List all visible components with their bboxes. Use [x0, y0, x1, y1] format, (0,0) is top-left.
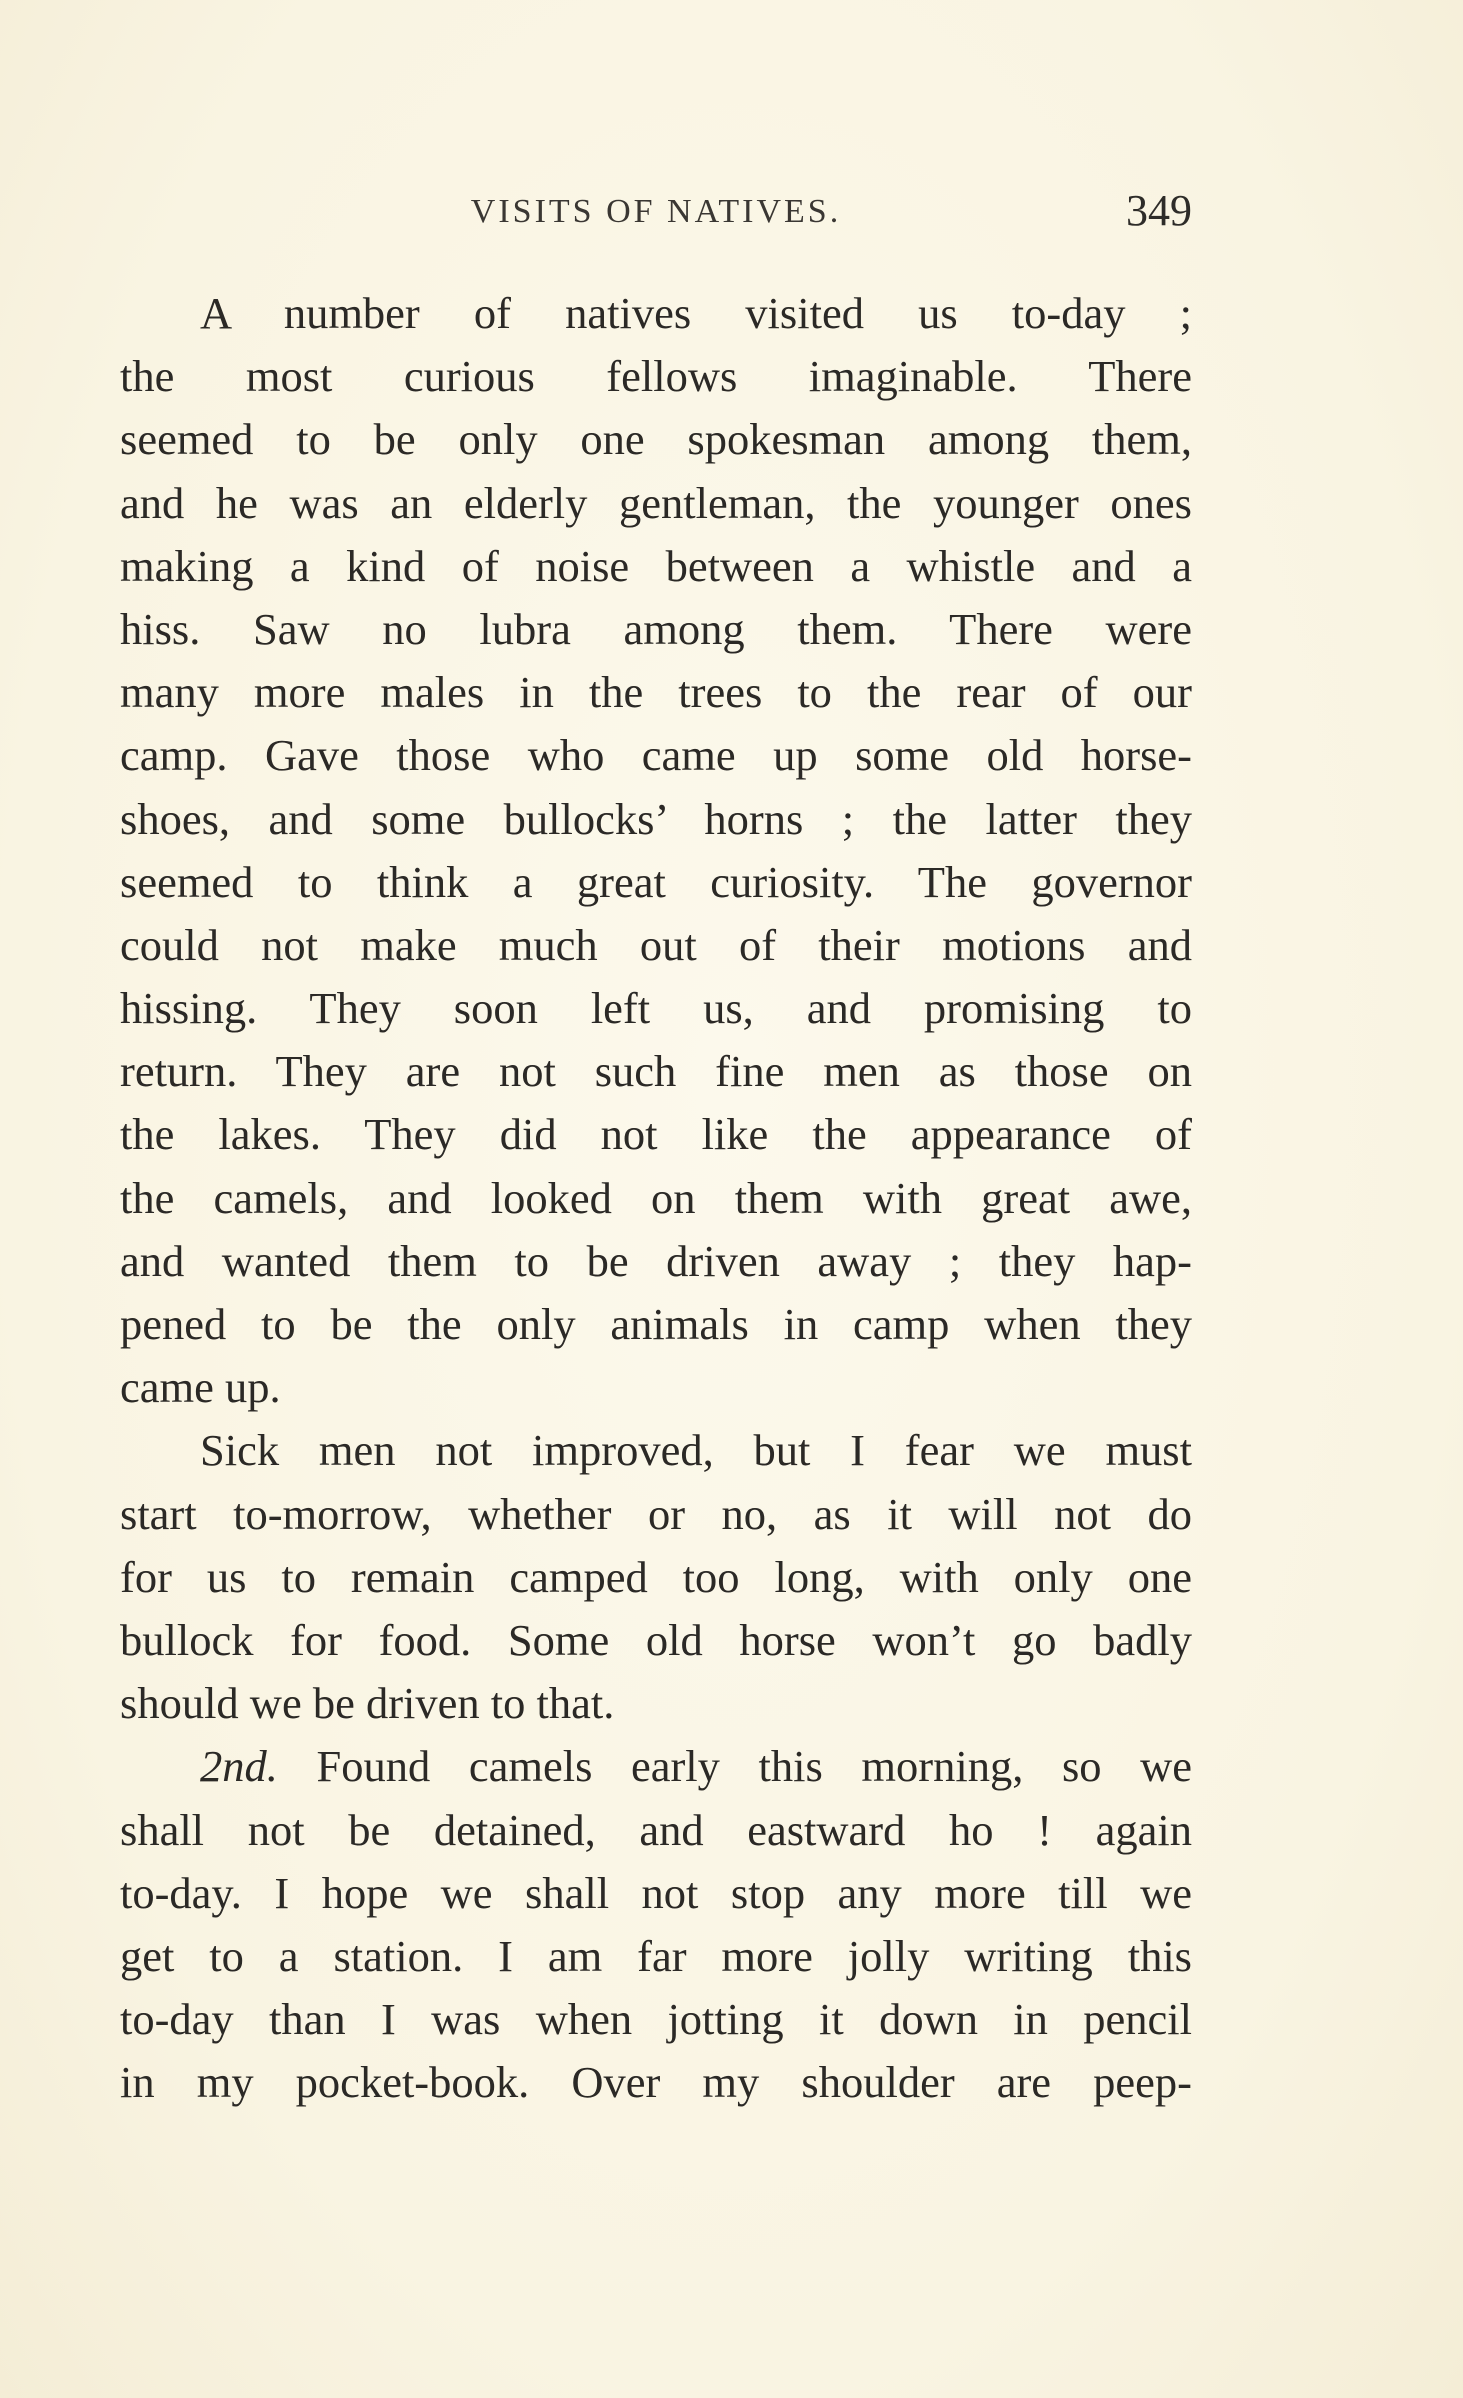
text-line: shoes, and some bullocks’ horns ; the latter they	[120, 793, 1192, 844]
text-line: the lakes. They did not like the appearance of	[120, 1109, 1192, 1160]
text-line: hissing. They soon left us, and promising to	[120, 983, 1192, 1034]
text-line: the most curious fellows imaginable. There	[120, 351, 1192, 402]
text-line: seemed to be only one spokesman among them,	[120, 414, 1192, 465]
text-line: return. They are not such fine men as those on	[120, 1046, 1192, 1097]
text-line: and he was an elderly gentleman, the younger ones	[120, 477, 1192, 528]
paragraph-sick-men	[120, 1419, 1192, 1735]
text-line: and wanted them to be driven away ; they hap-	[120, 1235, 1192, 1286]
page-number: 349	[1126, 186, 1192, 235]
text-line: pened to be the only animals in camp when they	[120, 1299, 1192, 1349]
text-line: shall not be detained, and eastward ho ! again	[120, 1804, 1192, 1855]
text-line: camp. Gave those who came up some old horse-	[120, 730, 1192, 781]
text-line: for us to remain camped too long, with only one	[120, 1551, 1192, 1602]
paragraph-second-day	[120, 1735, 1192, 2114]
text-line: making a kind of noise between a whistle and a	[120, 540, 1192, 591]
text-line: start to-morrow, whether or no, as it will not do	[120, 1488, 1192, 1539]
text-line: hiss. Saw no lubra among them. There were	[120, 603, 1192, 654]
running-title: VISITS OF NATIVES.	[470, 193, 842, 230]
text-line: could not make much out of their motions and	[120, 919, 1192, 970]
running-head	[120, 185, 1192, 237]
entry-date: 2nd.	[200, 1741, 278, 1792]
text-line: should we be driven to that.	[120, 1678, 615, 1729]
text-line: many more males in the trees to the rear of our	[120, 667, 1192, 718]
text-line: to-day. I hope we shall not stop any more till we	[120, 1867, 1192, 1918]
text-line-rest: Found camels early this morning, so we	[316, 1741, 1192, 1792]
text-line-with-date	[120, 1735, 1192, 1798]
text-line: get to a station. I am far more jolly writing this	[120, 1930, 1192, 1981]
text-line: in my pocket-book. Over my shoulder are peep-	[120, 2057, 1192, 2108]
text-line: bullock for food. Some old horse won’t go badly	[120, 1614, 1192, 1665]
text-line: seemed to think a great curiosity. The governor	[120, 856, 1192, 907]
text-line: to-day than I was when jotting it down in pencil	[120, 1994, 1192, 2045]
text-line: A number of natives visited us to-day ;	[200, 288, 1192, 338]
text-line: the camels, and looked on them with great awe,	[120, 1172, 1192, 1223]
text-line: came up.	[120, 1362, 281, 1413]
body-text	[120, 282, 1192, 2114]
paragraph-natives-visit	[120, 282, 1192, 1419]
text-line: Sick men not improved, but I fear we must	[200, 1425, 1192, 1476]
